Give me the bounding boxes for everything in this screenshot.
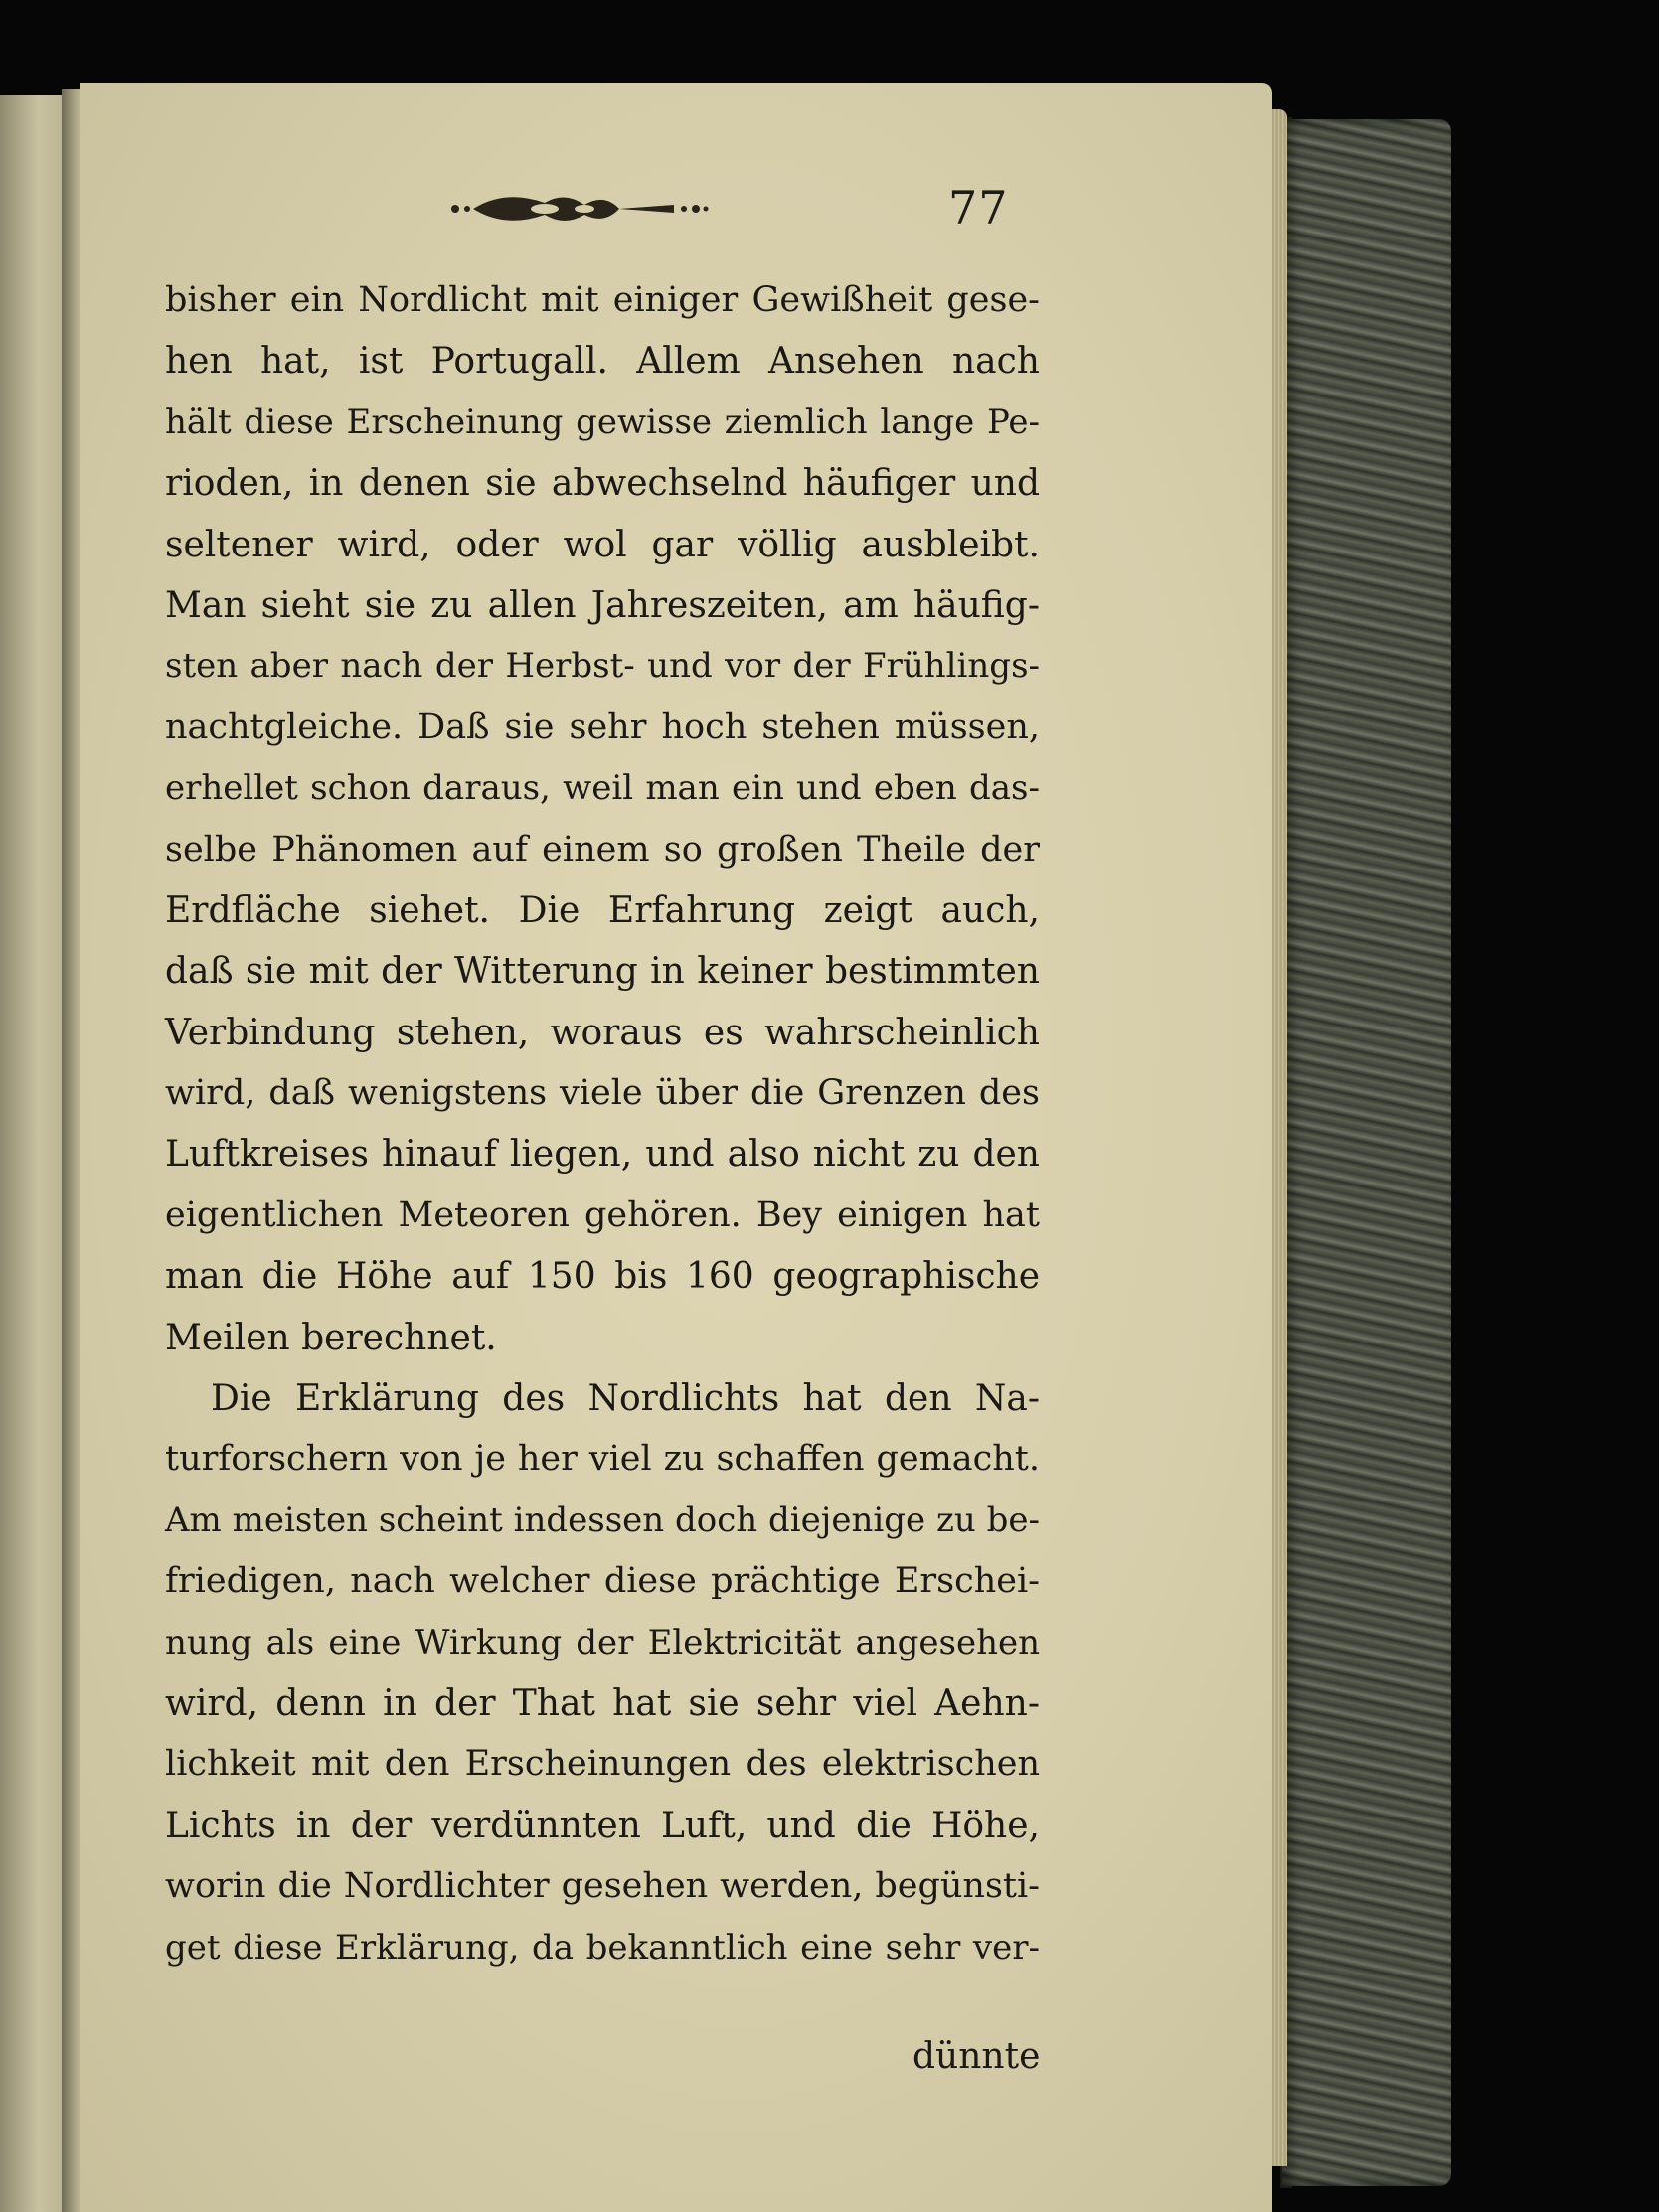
text-line: rioden, in denen sie abwechselnd häufiger und (165, 463, 1040, 505)
text-line: Erdfläche siehet. Die Erfahrung zeigt auch, (165, 889, 1040, 931)
text-line: man die Höhe auf 150 bis 160 geographische (165, 1256, 1040, 1298)
text-line: nung als eine Wirkung der Elektricität angesehen (165, 1622, 1040, 1662)
text-line: eigentlichen Meteoren gehören. Bey einigen hat (165, 1194, 1040, 1235)
text-line: erhellet schon daraus, weil man ein und eben das- (165, 768, 1040, 809)
text-line: hen hat, ist Portugall. Allem Ansehen nach (165, 341, 1040, 383)
catchword: dünnte (912, 2036, 1041, 2077)
page-number: 77 (948, 181, 1009, 235)
text-line: nachtgleiche. Daß sie sehr hoch stehen müssen, (165, 707, 1040, 747)
text-line: wird, daß wenigstens viele über die Grenzen des (165, 1073, 1040, 1114)
text-line: Verbindung stehen, woraus es wahrscheinlich (165, 1012, 1040, 1053)
facing-page-edge (0, 95, 70, 2212)
text-line: seltener wird, oder wol gar völlig ausbleibt. (165, 524, 1040, 565)
text-line: wird, denn in der That hat sie sehr viel Aehn- (165, 1682, 1040, 1724)
text-line: hält diese Erscheinung gewisse ziemlich lange Pe- (165, 401, 1040, 442)
text-line: Lichts in der verdünnten Luft, und die Höhe, (165, 1805, 1040, 1846)
text-line: worin die Nordlichter gesehen werden, begünsti- (165, 1866, 1040, 1907)
text-line: Am meisten scheint indessen doch diejenige zu be- (165, 1500, 1040, 1540)
text-line: bisher ein Nordlicht mit einiger Gewißheit gese- (165, 280, 1040, 320)
text-line: Meilen berechnet. (165, 1317, 497, 1358)
text-line: daß sie mit der Witterung in keiner bestimmten (165, 951, 1040, 993)
text-line: get diese Erklärung, da bekanntlich eine sehr ver- (165, 1927, 1040, 1968)
header-ornament-icon (445, 187, 714, 231)
text-line: lichkeit mit den Erscheinungen des elektrischen (165, 1744, 1040, 1785)
text-line: turforschern von je her viel zu schaffen gemacht. (165, 1439, 1040, 1480)
text-line: friedigen, nach welcher diese prächtige Erschei- (165, 1561, 1040, 1602)
text-line: Die Erklärung des Nordlichts hat den Na- (211, 1378, 1040, 1420)
text-line: selbe Phänomen auf einem so großen Theile der (165, 829, 1040, 869)
text-line: Luftkreises hinauf liegen, und also nicht zu den (165, 1134, 1040, 1176)
marbled-cover (1282, 119, 1451, 2186)
body-text (165, 270, 1040, 1978)
text-line: Man sieht sie zu allen Jahreszeiten, am häufig- (165, 584, 1040, 626)
text-line: sten aber nach der Herbst- und vor der Frühlings- (165, 646, 1040, 687)
